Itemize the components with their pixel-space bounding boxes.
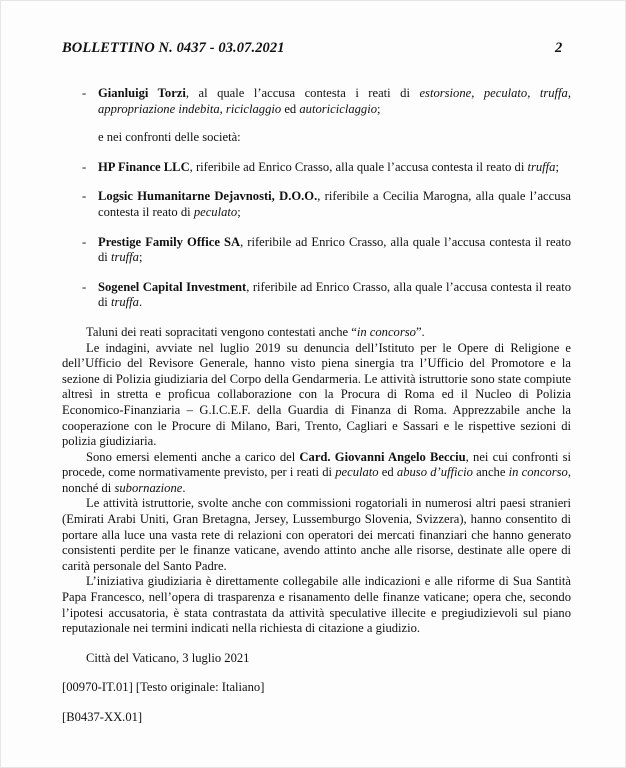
companies-intro: e nei confronti delle società: (98, 130, 241, 145)
company-name: Prestige Family Office SA (98, 234, 241, 249)
concorso-paragraph: Taluni dei reati sopracitati vengono contestati anche “in concorso”. (86, 324, 425, 339)
attivita-paragraph: Le attività istruttorie, svolte anche con commissioni rogatoriali in numerosi altri paesi stranieri (Emirati Arabi Uniti, Gran Bretagna, Jersey, Lussemburgo Slovenia, Svizzera), hanno consentito di portare alla luce una vasta rete di relazioni con operatori dei mercati finanziari che hanno generato consistenti perdite per le finanze vaticane, avendo attinto anche alle risorse, destinate alle opere di carità personale del Santo Padre. (62, 496, 571, 573)
list-item-company: - Sogenel Capital Investment, riferibile ad Enrico Crasso, alla quale l’accusa contesta il reato di truffa. (82, 279, 571, 310)
list-dash: - (82, 279, 87, 294)
defendant-name: Gianluigi Torzi (98, 86, 186, 100)
reference-code: [00970-IT.01] [Testo originale: Italiano] (62, 680, 265, 695)
list-item-company: - Prestige Family Office SA, riferibile ad Enrico Crasso, alla quale l’accusa contesta il reato di truffa; (82, 234, 571, 265)
page-number: 2 (555, 40, 563, 56)
company-name: Sogenel Capital Investment (98, 279, 247, 294)
list-dash: - (82, 159, 87, 174)
list-item-company: - HP Finance LLC, riferibile ad Enrico Crasso, alla quale l’accusa contesta il reato di truffa; (82, 159, 559, 174)
becciu-paragraph: Sono emersi elementi anche a carico del Card. Giovanni Angelo Becciu, nei cui confronti si procede, come normativamente previsto, per i reati di peculato ed abuso d’ufficio anche in concorso, nonché di subornazione. (62, 449, 571, 495)
company-name: Logsic Humanitarne Dejavnosti, D.O.O. (98, 189, 318, 204)
iniziativa-paragraph: L’iniziativa giudiziaria è direttamente collegabile alle indicazioni e alle riforme di Sua Santità Papa Francesco, nell’opera di trasparenza e risanamento delle finanze vaticane; opera che, secondo l’ipotesi accusatoria, è stata contrastata da attività speculative illecite e pregiudizievoli sul piano reputazionale nei termini indicati nella richiesta di citazione a giudizio. (62, 574, 571, 636)
list-dash: - (82, 189, 87, 204)
list-dash: - (82, 86, 87, 100)
company-name: HP Finance LLC (98, 159, 190, 174)
place-date: Città del Vaticano, 3 luglio 2021 (86, 650, 250, 665)
list-dash: - (82, 234, 87, 249)
indagini-paragraph: Le indagini, avviate nel luglio 2019 su denuncia dell’Istituto per le Opere di Religione e dell’Ufficio del Revisore Generale, hanno visto piena sinergia tra l’Ufficio del Promotore e la sezione di Polizia giudiziaria del Corpo della Gendarmeria. Le attività istruttorie sono state compiute altresì in stretta e proficua collaborazione con la Procura di Roma ed il Nucleo di Polizia Economico-Finanziaria – G.I.C.E.F. della Guardia di Finanza di Roma. Apprezzabile anche la cooperazione con le Procure di Milano, Bari, Trento, Cagliari e Sassari e le rispettive sezioni di polizia giudiziaria. (62, 340, 571, 449)
list-item-torzi: - Gianluigi Torzi, al quale l’accusa contesta i reati di estorsione, peculato, truffa, appropriazione indebita, riciclaggio ed autoriciclaggio; (82, 86, 571, 116)
document-body (62, 86, 571, 726)
reference-code: [B0437-XX.01] (62, 710, 143, 724)
list-item-company: - Logsic Humanitarne Dejavnosti, D.O.O., riferibile a Cecilia Marogna, alla quale l’accusa contesta il reato di peculato; (82, 189, 571, 219)
bulletin-title: BOLLETTINO N. 0437 - 03.07.2021 (62, 40, 285, 56)
